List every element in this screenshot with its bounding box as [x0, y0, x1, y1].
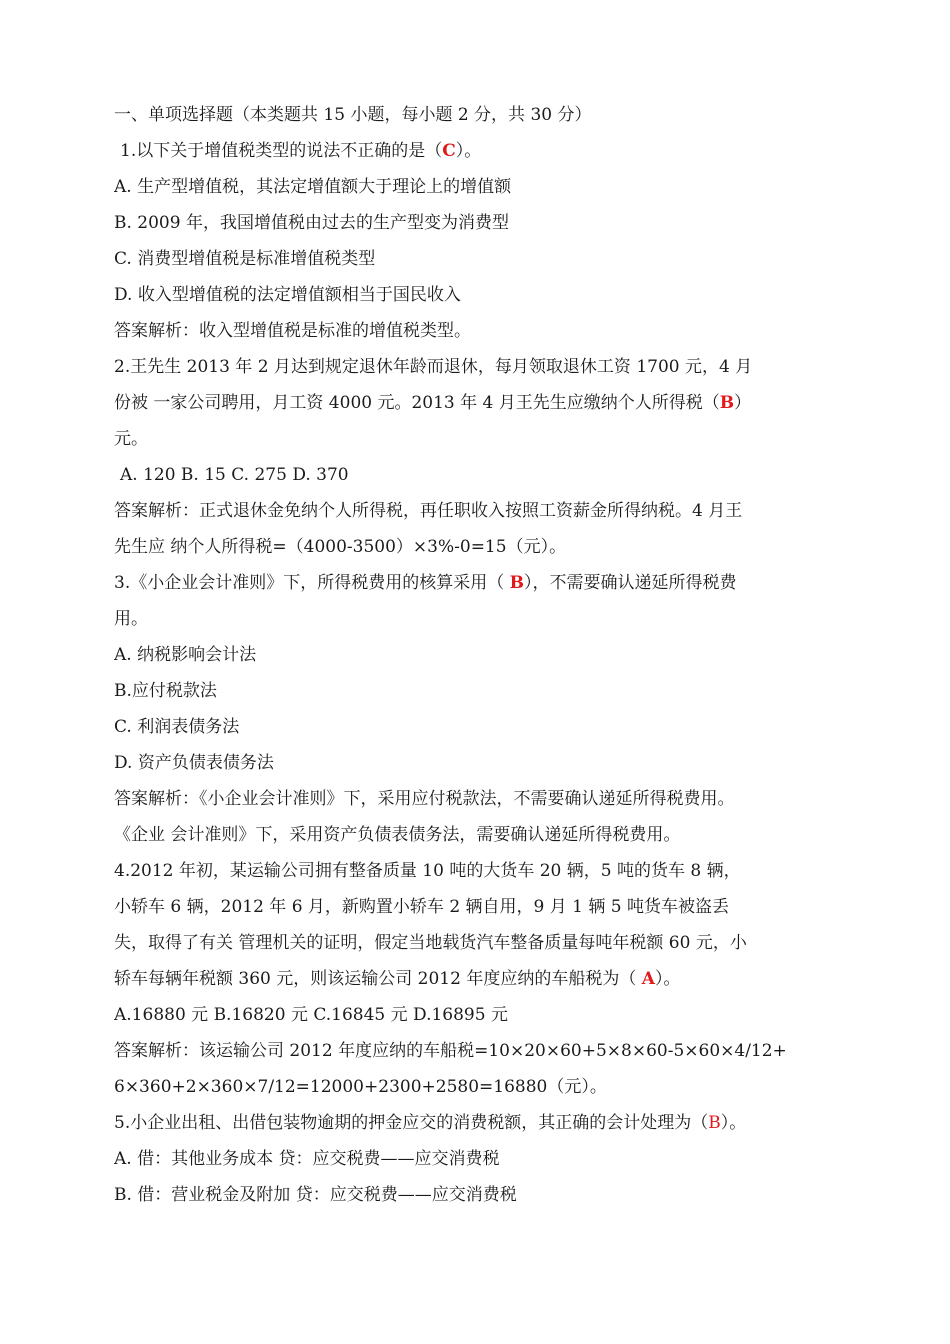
question-4-explanation-line-1: 答案解析：该运输公司 2012 年度应纳的车船税=10×20×60+5×8×60-5×60×4/12+: [114, 1041, 787, 1061]
question-1-option-a: A. 生产型增值税，其法定增值额大于理论上的增值额: [114, 177, 512, 197]
question-2-stem-line-3: 元。: [114, 429, 148, 449]
question-5-option-b: B. 借：营业税金及附加 贷：应交税费——应交消费税: [114, 1185, 517, 1205]
question-2-answer: B: [719, 393, 735, 413]
question-2-stem-line-2: 份被 一家公司聘用，月工资 4000 元。2013 年 4 月王先生应缴纳个人所得税（B）: [114, 393, 752, 413]
question-4-answer: A: [641, 969, 655, 989]
question-4-stem-line-1: 4.2012 年初，某运输公司拥有整备质量 10 吨的大货车 20 辆，5 吨的货车 8 辆，: [114, 861, 741, 881]
question-3-option-a: A. 纳税影响会计法: [114, 645, 257, 665]
document-body: [114, 97, 844, 1213]
question-1-option-b: B. 2009 年，我国增值税由过去的生产型变为消费型: [114, 213, 509, 233]
question-1-stem: 1.以下关于增值税类型的说法不正确的是（C）。: [120, 141, 482, 161]
question-4-stem-line-2: 小轿车 6 辆，2012 年 6 月，新购置小轿车 2 辆自用，9 月 1 辆 5 吨货车被盗丢: [114, 897, 730, 917]
question-5-option-a: A. 借：其他业务成本 贷：应交税费——应交消费税: [114, 1149, 500, 1169]
question-1-answer: C: [442, 141, 456, 161]
question-4-stem-line-4: 轿车每辆年税额 360 元，则该运输公司 2012 年度应纳的车船税为（ A）。: [114, 969, 681, 989]
question-3-stem-line-1: 3.《小企业会计准则》下，所得税费用的核算采用（ B），不需要确认递延所得税费: [114, 573, 737, 593]
question-1-option-c: C. 消费型增值税是标准增值税类型: [114, 249, 376, 269]
question-3-explanation-line-2: 《企业 会计准则》下，采用资产负债表债务法，需要确认递延所得税费用。: [114, 825, 681, 845]
question-3-stem-line-2: 用。: [114, 609, 148, 629]
question-3-option-b: B.应付税款法: [114, 681, 217, 701]
question-3-answer: B: [509, 573, 524, 593]
question-2-explanation-line-1: 答案解析：正式退休金免纳个人所得税，再任职收入按照工资薪金所得纳税。4 月王: [114, 501, 743, 521]
question-1-explanation: 答案解析：收入型增值税是标准的增值税类型。: [114, 321, 471, 341]
question-4-stem-line-3: 失，取得了有关 管理机关的证明，假定当地载货汽车整备质量每吨年税额 60 元，小: [114, 933, 747, 953]
question-1-option-d: D. 收入型增值税的法定增值额相当于国民收入: [114, 285, 461, 305]
question-2-explanation-line-2: 先生应 纳个人所得税=（4000-3500）×3%-0=15（元）。: [114, 537, 567, 557]
question-2-options: A. 120 B. 15 C. 275 D. 370: [120, 465, 349, 485]
question-4-explanation-line-2: 6×360+2×360×7/12=12000+2300+2580=16880（元）。: [114, 1077, 607, 1097]
question-3-option-d: D. 资产负债表债务法: [114, 753, 274, 773]
question-5-answer: B: [708, 1113, 721, 1133]
section-title: 一、单项选择题（本类题共 15 小题，每小题 2 分，共 30 分）: [114, 105, 592, 125]
question-4-options: A.16880 元 B.16820 元 C.16845 元 D.16895 元: [114, 1005, 508, 1025]
question-5-stem: 5.小企业出租、出借包装物逾期的押金应交的消费税额，其正确的会计处理为（B）。: [114, 1113, 747, 1133]
question-3-explanation-line-1: 答案解析：《小企业会计准则》下，采用应付税款法，不需要确认递延所得税费用。: [114, 789, 735, 809]
question-3-option-c: C. 利润表债务法: [114, 717, 240, 737]
question-2-stem-line-1: 2.王先生 2013 年 2 月达到规定退休年龄而退休，每月领取退休工资 1700 元，4 月: [114, 357, 753, 377]
